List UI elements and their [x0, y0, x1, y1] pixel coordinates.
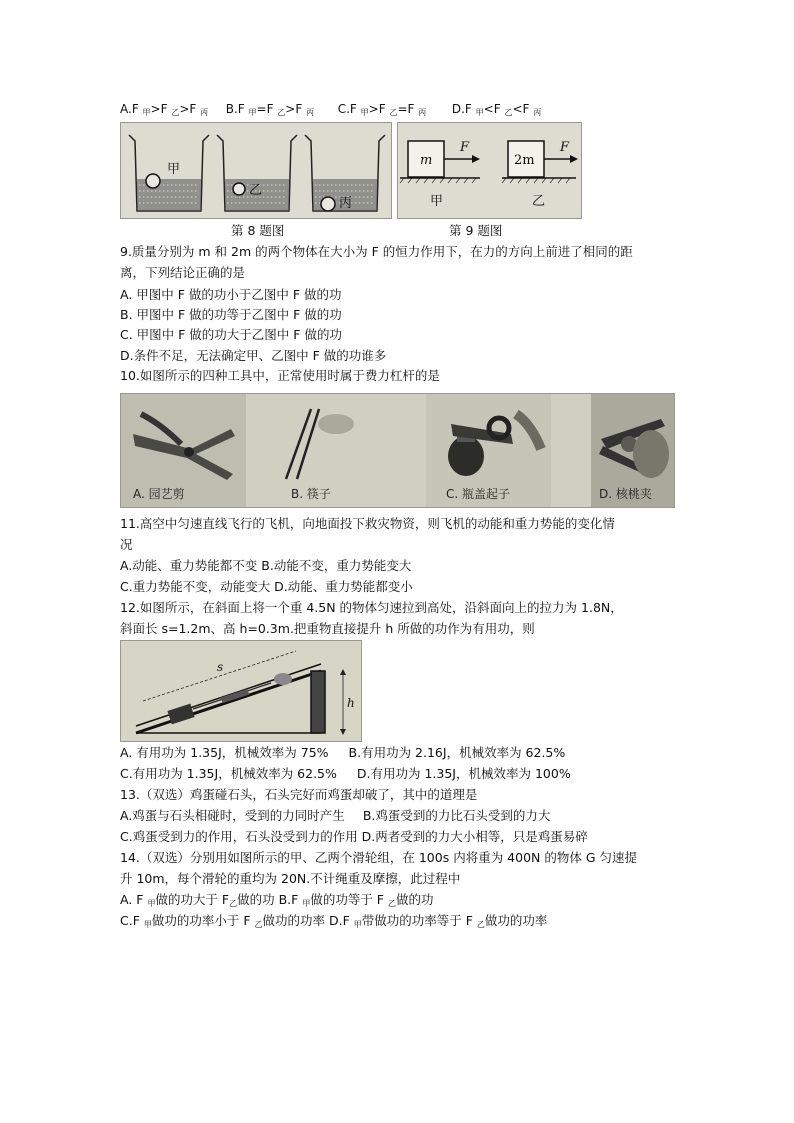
figure-9-caption: 第 9 题图 [449, 223, 503, 238]
q12-option-b: B.有用功为 2.16J，机械效率为 62.5% [348, 745, 566, 760]
tool-d-label: D. 核桃夹 [599, 487, 652, 501]
q14-stem-line1: 14.（双选）分别用如图所示的甲、乙两个滑轮组，在 100s 内将重为 400N 的物体 G 匀速提 [120, 850, 637, 865]
tool-c-label: C. 瓶盖起子 [446, 487, 511, 501]
q14-options-ab [120, 891, 433, 913]
q10-stem: 10.如图所示的四种工具中，正常使用时属于费力杠杆的是 [120, 368, 440, 383]
q9-option-d: D.条件不足，无法确定甲、乙图中 F 做的功谁多 [120, 348, 387, 363]
q8-option-b: B.F $_甲$=F $_乙$>F $_丙$ [225, 102, 315, 117]
masses-illustration [398, 123, 581, 218]
ball-yi [233, 183, 245, 195]
ball-jia [146, 174, 160, 188]
q12-options-ab [120, 744, 565, 762]
incline-h-label: h [347, 696, 355, 710]
q14-option-a: A. F $_甲$做的功大于 $F_乙$做的功 [120, 892, 279, 908]
q8-option-d: D.F $_甲$<F $_乙$<F $_丙$ [451, 102, 542, 117]
chopsticks-icon [286, 409, 354, 479]
q14-options-cd [120, 912, 547, 934]
q12-options-cd [120, 765, 571, 783]
figure-9-masses [397, 122, 582, 219]
q8-options [120, 100, 541, 122]
q12-option-a: A. 有用功为 1.35J，机械效率为 75% [120, 745, 329, 760]
figure-8-caption: 第 8 题图 [231, 223, 285, 238]
q11-stem-line1: 11.高空中匀速直线飞行的飞机，向地面投下救灾物资，则飞机的动能和重力势能的变化情 [120, 516, 615, 531]
incline-illustration [121, 641, 361, 741]
q12-stem-line1: 12.如图所示，在斜面上将一个重 4.5N 的物体匀速拉到高处，沿斜面向上的拉力为 1.8N， [120, 600, 623, 615]
q14-option-d: D.F $_甲$带做功的功率等于 F $_乙$做功的功率 [329, 913, 548, 929]
mass-m-label: m [420, 153, 433, 168]
q11-options-cd: C.重力势能不变，动能变大 D.动能、重力势能都变小 [120, 579, 413, 594]
figure-10-tools [120, 393, 675, 508]
q9-option-a: A. 甲图中 F 做的功小于乙图中 F 做的功 [120, 287, 342, 302]
beaker-1-label: 甲 [167, 162, 181, 177]
q14-option-c: C.F $_甲$做功的功率小于 F $_乙$做功的功率 [120, 913, 329, 929]
q11-options-ab: A.动能、重力势能都不变 B.动能不变，重力势能变大 [120, 558, 412, 573]
ball-bing [321, 197, 335, 211]
q12-stem-line2: 斜面长 s=1.2m、高 h=0.3m.把重物直接提升 h 所做的功作为有用功，则 [120, 621, 535, 636]
figure-12-incline [120, 640, 362, 742]
fig9-right-label: 乙 [532, 194, 546, 209]
q9-option-c: C. 甲图中 F 做的功大于乙图中 F 做的功 [120, 327, 342, 342]
tool-b-label: B. 筷子 [291, 487, 331, 501]
q13-option-a: A.鸡蛋与石头相碰时，受到的力同时产生 [120, 808, 345, 823]
q14-option-b: B.F $_甲$做的功等于 F $_乙$做的功 [278, 892, 434, 908]
q8-option-c: C.F $_甲$>F $_乙$=F $_丙$ [337, 102, 427, 117]
force-label-left: F [460, 140, 470, 155]
q9-stem-line1: 9.质量分别为 m 和 2m 的两个物体在大小为 F 的恒力作用下，在力的方向上前进了相同的距 [120, 244, 633, 259]
q13-options-ab [120, 807, 550, 825]
tools-illustration [121, 394, 674, 507]
figure-8-beakers [120, 122, 392, 219]
q12-option-d: D.有用功为 1.35J，机械效率为 100% [356, 766, 571, 781]
beaker-2-label: 乙 [249, 183, 263, 198]
q8-option-a: A.F $_甲$>F $_乙$>F $_丙$ [120, 102, 209, 117]
q9-stem-line2: 离，下列结论正确的是 [120, 265, 246, 280]
fig9-left-label: 甲 [430, 194, 444, 209]
beaker-3-label: 丙 [339, 196, 353, 211]
q9-option-b: B. 甲图中 F 做的功等于乙图中 F 做的功 [120, 307, 342, 322]
q14-stem-line2: 升 10m，每个滑轮的重均为 20N.不计绳重及摩擦，此过程中 [120, 871, 461, 886]
incline-s-label: s [217, 660, 224, 674]
tool-a-label: A. 园艺剪 [133, 487, 185, 501]
q13-options-cd: C.鸡蛋受到力的作用，石头没受到力的作用 D.两者受到的力大小相等，只是鸡蛋易碎 [120, 829, 588, 844]
q13-option-b: B.鸡蛋受到的力比石头受到的力大 [362, 808, 551, 823]
q11-stem-line2: 况 [120, 537, 133, 552]
q12-option-c: C.有用功为 1.35J，机械效率为 62.5% [120, 766, 337, 781]
mass-2m-label: 2m [514, 153, 535, 168]
beakers-illustration [121, 123, 391, 218]
force-label-right: F [560, 140, 570, 155]
q13-stem: 13.（双选）鸡蛋碰石头，石头完好而鸡蛋却破了，其中的道理是 [120, 787, 478, 802]
